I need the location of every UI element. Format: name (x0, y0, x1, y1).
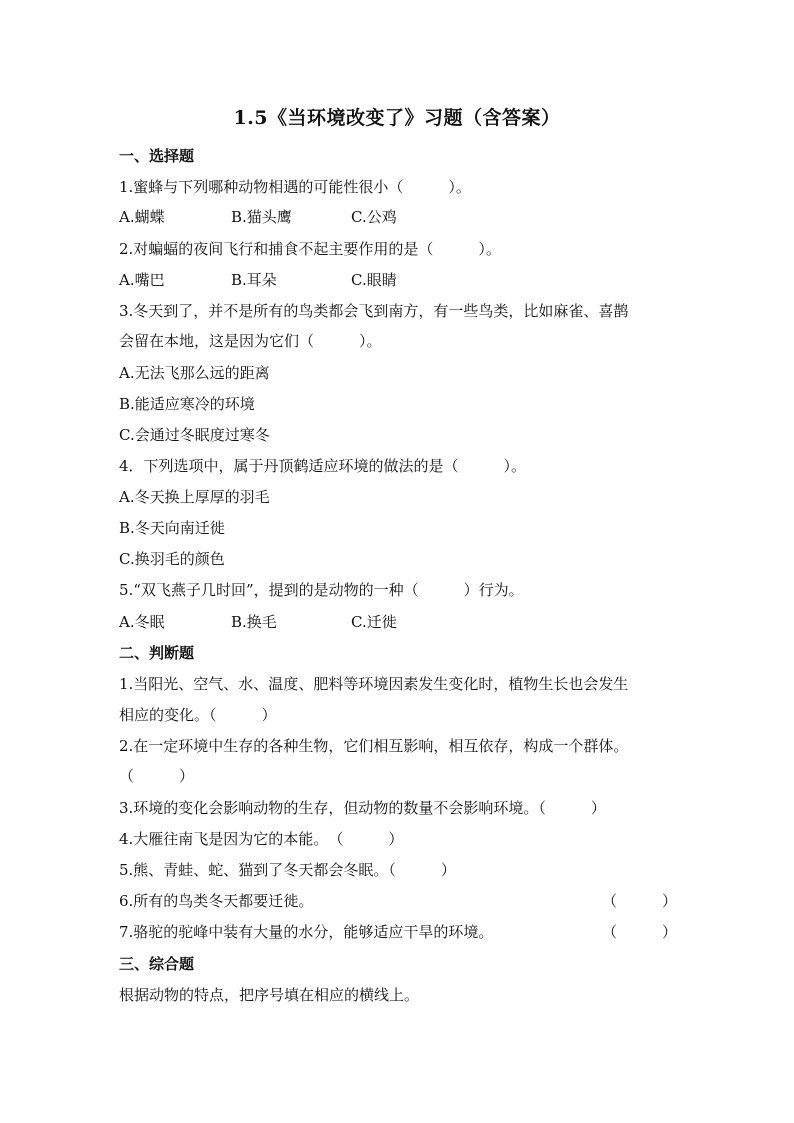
question-1-options (119, 206, 397, 228)
judgment-1-line-2: 相应的变化。（ ） (119, 706, 277, 724)
option-c: C.迁徙 (351, 613, 397, 631)
option-a: A.嘴巴 (119, 271, 165, 289)
judgment-1-line-1: 1.当阳光、空气、水、温度、肥料等环境因素发生变化时，植物生长也会发生 (119, 675, 629, 693)
question-4-option-a: A.冬天换上厚厚的羽毛 (119, 488, 270, 506)
option-c: C.公鸡 (351, 208, 397, 226)
judgment-7-answer-blank: （ ） (602, 923, 678, 941)
judgment-2-line-1: 2.在一定环境中生存的各种生物，它们相互影响，相互依存，构成一个群体。 (119, 737, 629, 755)
question-2: 2.对蝙蝠的夜间飞行和捕食不起主要作用的是（ ）。 (119, 240, 501, 258)
question-4-option-c: C.换羽毛的颜色 (119, 550, 225, 568)
question-4-option-b: B.冬天向南迁徙 (119, 519, 225, 537)
section-heading-choice: 一、选择题 (119, 147, 195, 165)
judgment-2-line-2: （ ） (119, 767, 195, 785)
question-3-option-b: B.能适应寒冷的环境 (119, 395, 255, 413)
option-b: B.耳朵 (231, 271, 277, 289)
question-3-option-c: C.会通过冬眠度过寒冬 (119, 426, 270, 444)
option-b: B.换毛 (231, 613, 277, 631)
option-b: B.猫头鹰 (231, 208, 292, 226)
section-3-instruction: 根据动物的特点，把序号填在相应的横线上。 (119, 986, 420, 1004)
question-3-line-1: 3.冬天到了，并不是所有的鸟类都会飞到南方，有一些鸟类，比如麻雀、喜鹊 (119, 302, 629, 320)
question-5-options (119, 611, 397, 633)
judgment-6-answer-blank: （ ） (602, 892, 678, 910)
judgment-3: 3.环境的变化会影响动物的生存，但动物的数量不会影响环境。（ ） (119, 799, 606, 817)
question-5: 5.“双飞燕子几时回”，提到的是动物的一种（ ）行为。 (119, 581, 524, 599)
question-3-line-2: 会留在本地，这是因为它们（ ）。 (119, 332, 382, 350)
judgment-4: 4.大雁往南飞是因为它的本能。 （ ） (119, 830, 404, 848)
question-1: 1.蜜蜂与下列哪种动物相遇的可能性很小（ ）。 (119, 178, 471, 196)
option-a: A.冬眠 (119, 613, 165, 631)
section-heading-true-false: 二、判断题 (119, 644, 195, 662)
question-4: 4．下列选项中，属于丹顶鹤适应环境的做法的是（ ）。 (119, 457, 527, 475)
option-a: A.蝴蝶 (119, 208, 165, 226)
judgment-5: 5.熊、青蛙、蛇、猫到了冬天都会冬眠。（ ） (119, 861, 456, 879)
question-2-options (119, 269, 397, 291)
option-c: C.眼睛 (351, 271, 397, 289)
question-3-option-a: A.无法飞那么远的距离 (119, 364, 270, 382)
judgment-7: 7.骆驼的驼峰中装有大量的水分，能够适应干旱的环境。 (119, 923, 494, 941)
section-heading-comprehensive: 三、综合题 (119, 955, 195, 973)
document-title: 1.5《当环境改变了》习题（含答案） (233, 107, 561, 129)
judgment-6: 6.所有的鸟类冬天都要迁徙。 (119, 892, 314, 910)
